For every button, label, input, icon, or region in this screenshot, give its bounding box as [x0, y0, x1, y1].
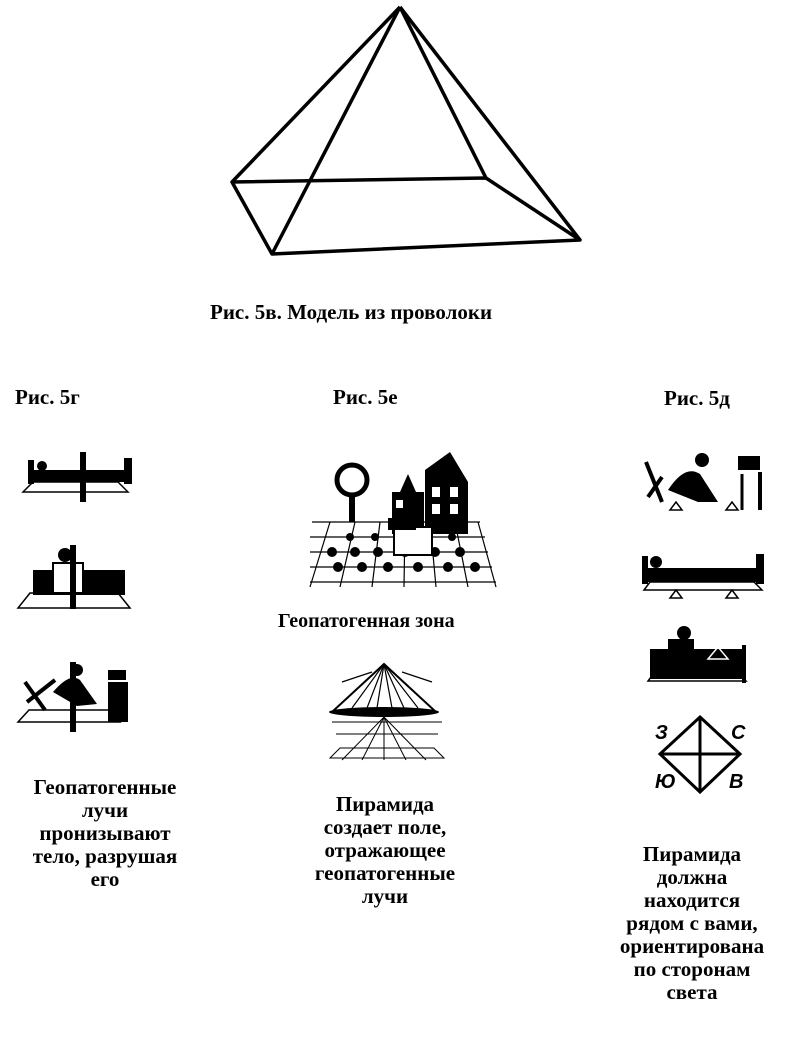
- description-line: создает поле,: [323, 815, 447, 839]
- compass-south-label: Ю: [655, 771, 676, 793]
- description-line: света: [666, 980, 718, 1004]
- description-line: Пирамида: [335, 792, 435, 816]
- description-line: пронизывают: [39, 821, 171, 845]
- description-line: геопатогенные: [314, 861, 456, 885]
- description-line: его: [90, 867, 120, 891]
- description-line: тело, разрушая: [32, 844, 178, 868]
- desk-with-pyramid-icon: [640, 452, 770, 512]
- compass-north-label: С: [731, 722, 746, 744]
- description-line: Геопатогенные: [33, 775, 177, 799]
- description-line: должна: [656, 865, 728, 889]
- description-line: лучи: [361, 884, 409, 908]
- figure-5v-caption: Рис. 5в. Модель из проволоки: [210, 300, 493, 324]
- compass-west-label: З: [655, 722, 668, 744]
- description-line: отражающее: [324, 838, 446, 862]
- bed-with-pyramids-icon: [638, 550, 768, 600]
- bed-with-rays-icon: [18, 452, 138, 502]
- wire-pyramid-icon: [0, 0, 789, 300]
- description-line: Пирамида: [642, 842, 742, 866]
- geopathic-zone-caption: Геопатогенная зона: [278, 610, 455, 632]
- description-line: рядом с вами,: [626, 911, 758, 935]
- description-line: лучи: [81, 798, 129, 822]
- figure-5e-label: Рис. 5е: [333, 385, 398, 409]
- geopathic-grid-icon: [310, 452, 500, 597]
- desk-with-rays-icon: [15, 662, 135, 732]
- description-line: ориентирована: [619, 934, 765, 958]
- sofa-with-pyramid-icon: [646, 625, 756, 685]
- sofa-with-rays-icon: [15, 545, 135, 610]
- figure-5d-label: Рис. 5д: [664, 386, 730, 410]
- description-line: по сторонам: [633, 957, 751, 981]
- description-line: находится: [643, 888, 741, 912]
- pyramid-field-icon: [322, 662, 452, 762]
- figure-5d-description: [598, 843, 786, 1004]
- figure-5e-description: [290, 793, 480, 908]
- figure-5g-label: Рис. 5г: [15, 385, 80, 409]
- compass-east-label: В: [729, 771, 744, 793]
- figure-5g-description: [10, 776, 200, 891]
